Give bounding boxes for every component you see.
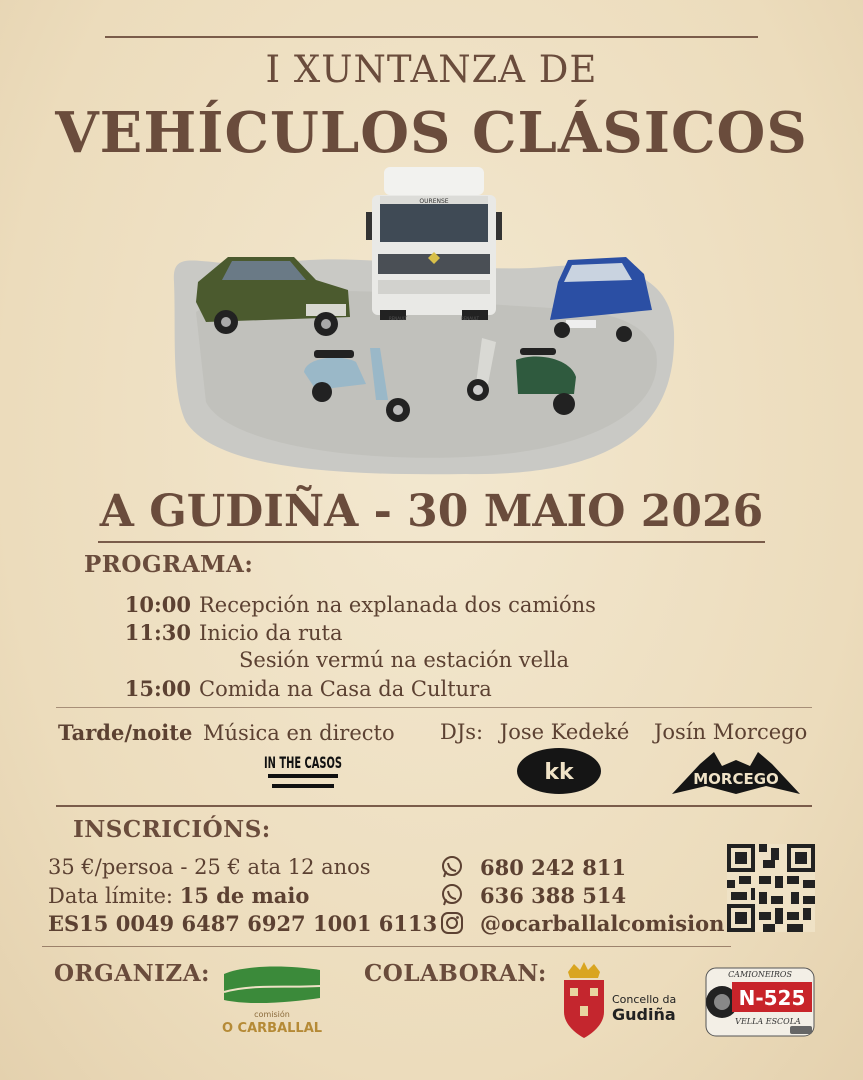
concello-crest — [560, 962, 608, 1040]
program-text: Comida na Casa da Cultura — [199, 677, 492, 701]
colaboran-heading: COLABORAN: — [364, 960, 547, 987]
music-text: Música en directo — [203, 721, 395, 745]
organiza-heading: ORGANIZA: — [54, 960, 211, 987]
program-heading: PROGRAMA: — [84, 551, 254, 578]
price-text: 35 €/persoa - 25 € ata 12 anos — [48, 855, 371, 879]
music-label — [58, 720, 395, 745]
program-text: Sesión vermú na estación vella — [239, 648, 570, 672]
place-date: A GUDIÑA - 30 MAIO 2026 — [99, 486, 764, 537]
org-logo-small: comisión — [254, 1010, 290, 1019]
program-time: 10:00 — [124, 592, 191, 617]
band-logo — [262, 746, 344, 796]
truck-plate-right: RENAULT — [460, 316, 480, 321]
qr-code[interactable] — [727, 844, 815, 932]
program-item — [96, 592, 596, 617]
dj1-logo-text: kk — [544, 760, 574, 785]
top-divider — [105, 36, 758, 38]
program-item — [96, 676, 492, 701]
org-logo-name: O CARBALLAL — [221, 1021, 323, 1036]
title-line-1: I XUNTANZA DE — [265, 48, 598, 91]
truck-plate-left: RENAULT — [388, 316, 408, 321]
registration-heading: INSCRICIÓNS: — [73, 816, 271, 843]
deadline-label: Data límite: — [48, 884, 173, 908]
phone-1[interactable]: 680 242 811 — [480, 855, 627, 880]
registration-divider — [42, 946, 731, 947]
concello-name-line2: Gudiña — [612, 1005, 676, 1024]
dj1-logo — [516, 747, 602, 795]
dj2-name: Josín Morcego — [654, 720, 808, 744]
djs-row — [440, 720, 629, 744]
deadline-row — [48, 883, 309, 908]
n525-top: CAMIONEIROS — [728, 970, 792, 979]
deadline-value: 15 de maio — [179, 883, 310, 908]
n525-logo — [702, 964, 818, 1040]
dj1-name: Jose Kedeké — [499, 720, 630, 744]
title-line-2: VEHÍCULOS CLÁSICOS — [55, 100, 808, 166]
iban: ES15 0049 6487 6927 1001 6113 — [48, 911, 438, 936]
program-time: 11:30 — [124, 620, 191, 645]
band-logo-text: IN THE CASOS — [264, 753, 342, 772]
djs-label: DJs: — [440, 720, 484, 744]
program-time: 15:00 — [124, 676, 191, 701]
truck — [366, 167, 502, 321]
instagram-icon — [440, 911, 464, 935]
program-item — [96, 648, 569, 672]
n525-bottom: VELLA ESCOLA — [735, 1017, 801, 1026]
phone-2[interactable]: 636 388 514 — [480, 883, 627, 908]
dj2-logo — [670, 746, 802, 796]
n525-mid: N-525 — [738, 986, 806, 1010]
program-text: Inicio da ruta — [199, 621, 343, 645]
org-logo — [222, 964, 322, 1038]
music-time-label: Tarde/noite — [58, 720, 193, 745]
concello-name-line1: Concello da — [612, 993, 677, 1006]
music-divider — [56, 805, 812, 807]
dj2-logo-text: MORCEGO — [693, 770, 779, 788]
vehicles-photo — [166, 162, 681, 482]
instagram-handle[interactable]: @ocarballalcomision — [480, 911, 725, 936]
program-item — [96, 620, 343, 645]
whatsapp-icon — [440, 855, 464, 879]
truck-sign: OURENSE — [419, 198, 449, 205]
program-divider — [56, 707, 812, 708]
place-divider — [98, 541, 765, 543]
whatsapp-icon — [440, 883, 464, 907]
program-text: Recepción na explanada dos camións — [199, 593, 596, 617]
